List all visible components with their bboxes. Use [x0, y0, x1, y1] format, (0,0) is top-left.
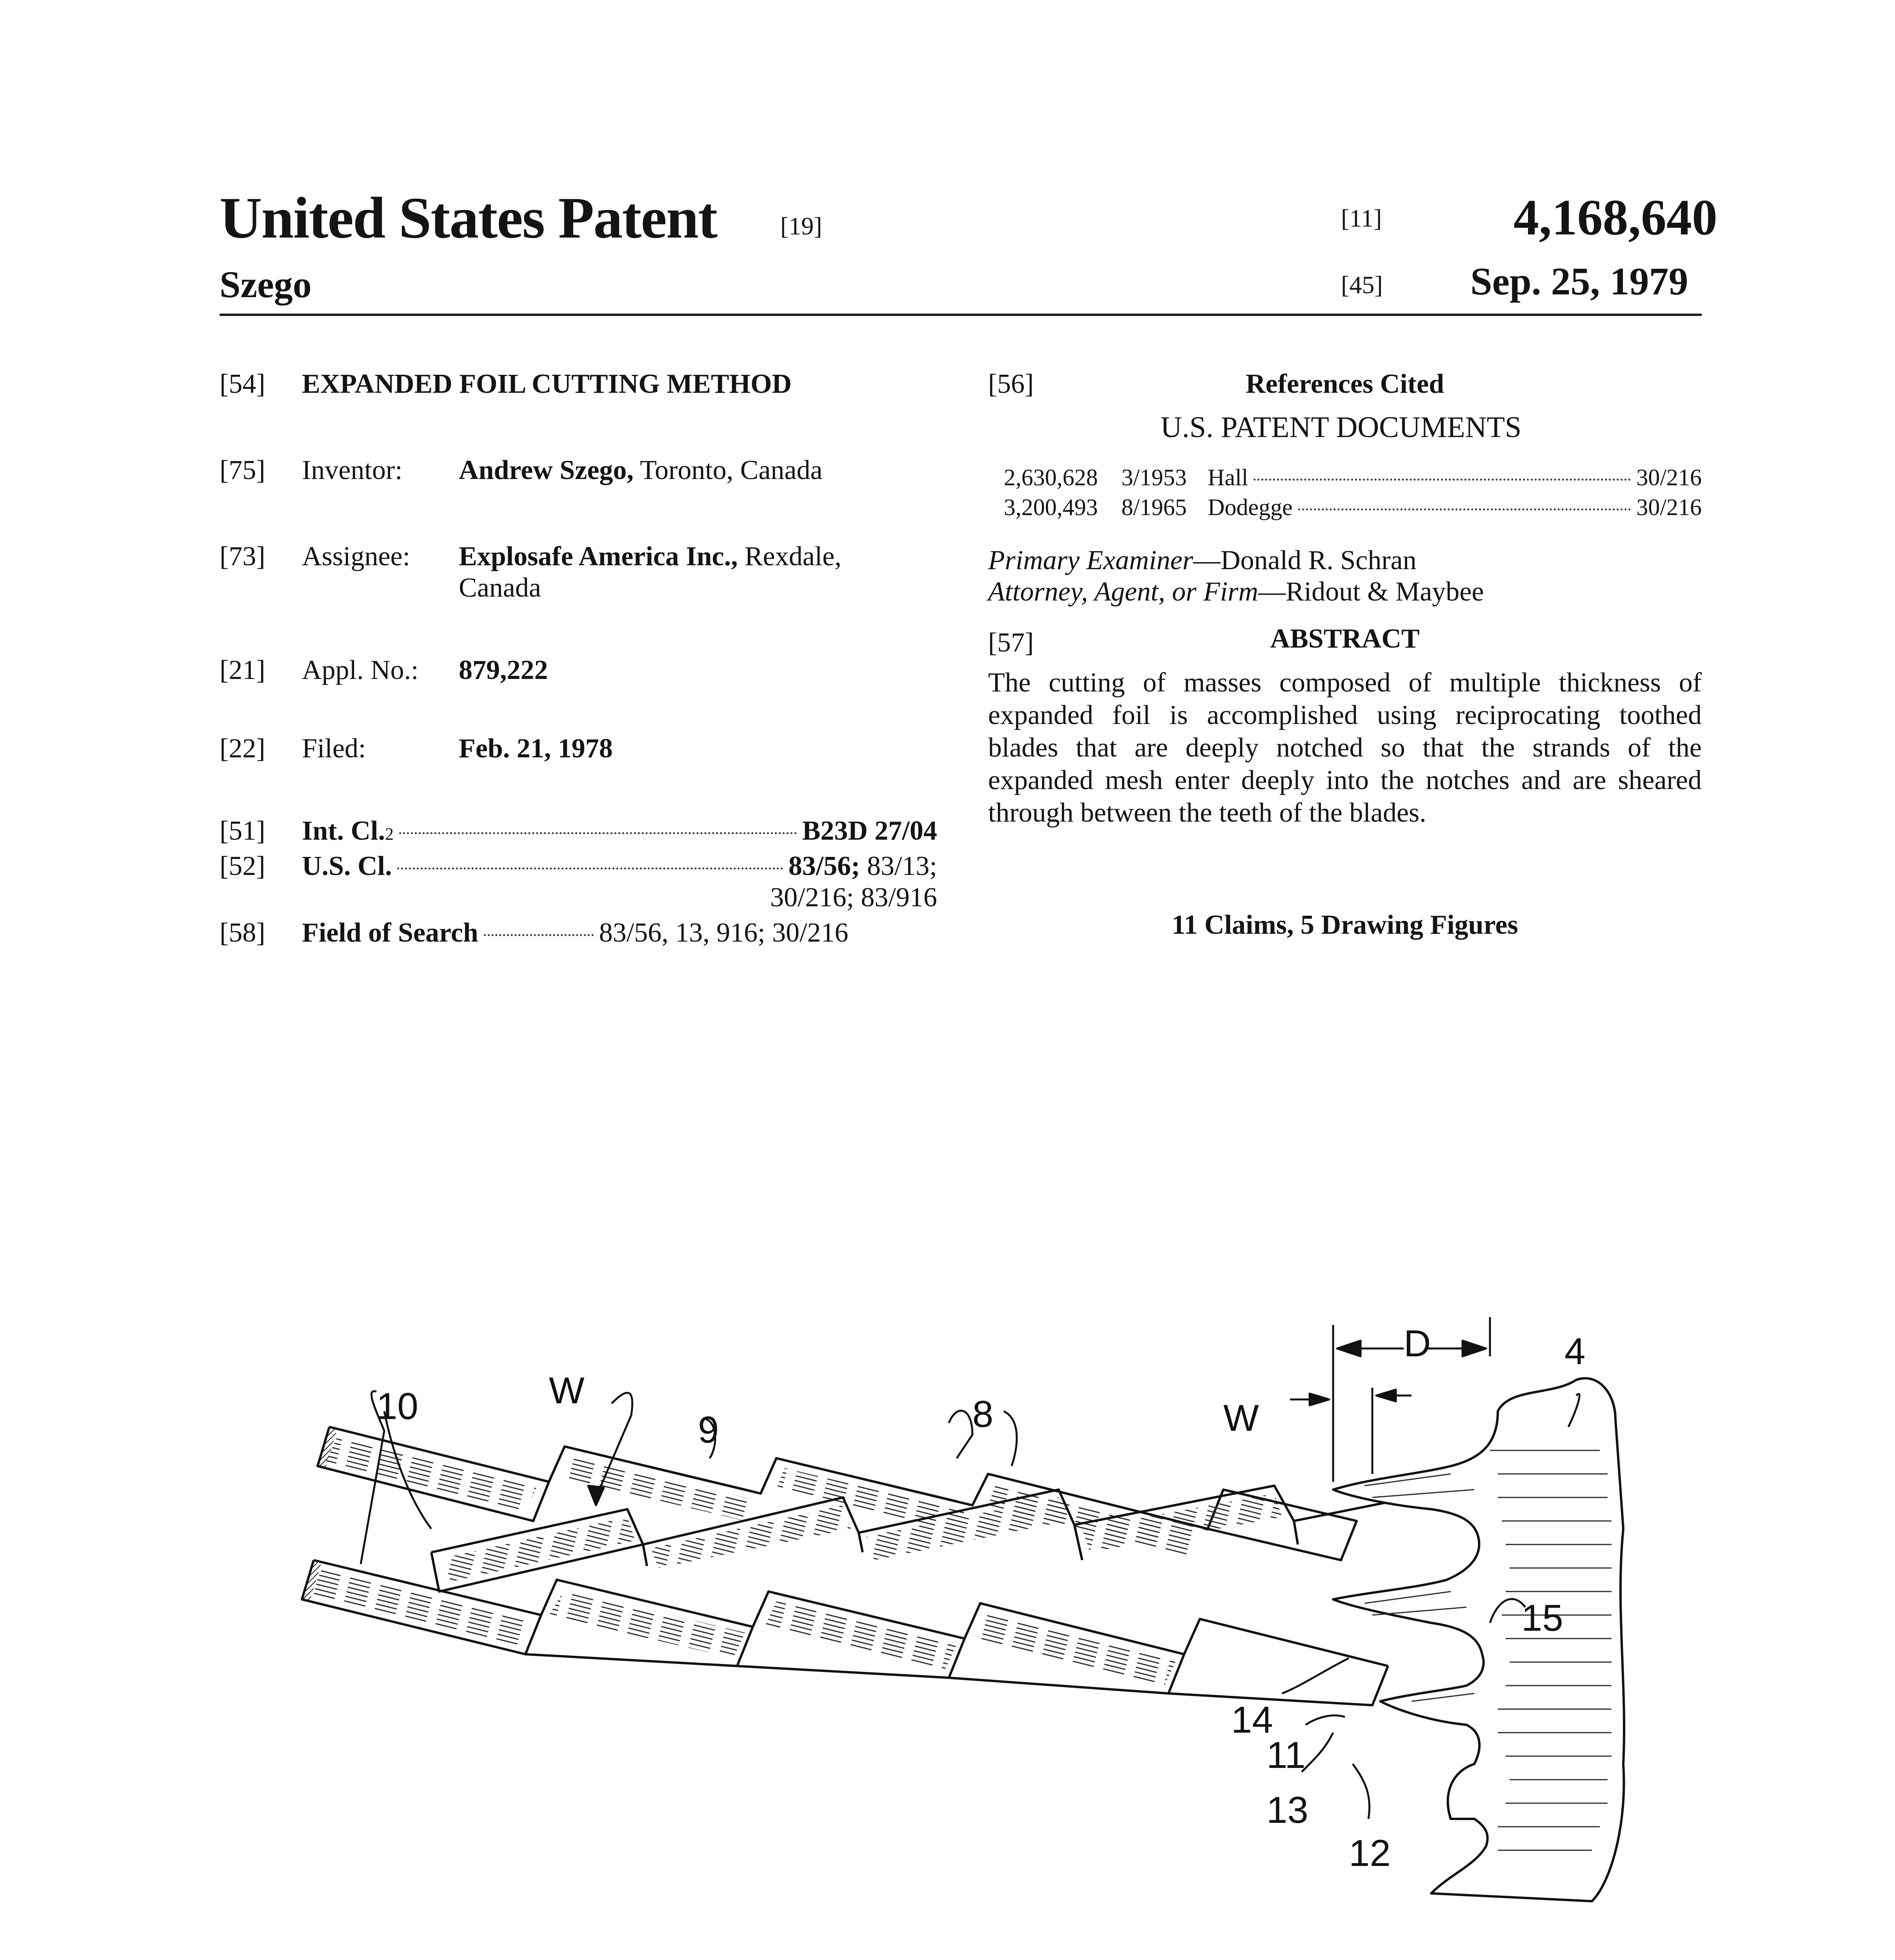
field-56-code: [56] [988, 369, 1034, 399]
ref-class: 30/216 [1636, 465, 1702, 490]
lower-mesh-strand [302, 1560, 1388, 1705]
invention-title: EXPANDED FOIL CUTTING METHOD [302, 369, 792, 399]
inventor-name: Andrew Szego, [459, 455, 634, 485]
assignee-location-2: Canada [459, 573, 541, 603]
document-title: United States Patent [220, 185, 717, 250]
field-57-code: [57] [988, 628, 1034, 658]
strand-hatch [765, 1601, 957, 1670]
figure-label-15: 15 [1521, 1597, 1563, 1639]
field-22-code: [22] [220, 733, 265, 764]
patent-number-code: [11] [1341, 204, 1382, 232]
figure-label-w: W [549, 1370, 585, 1412]
field-52-code: [52] [220, 851, 265, 881]
patent-date: Sep. 25, 1979 [1470, 260, 1688, 303]
filed-label: Filed: [302, 733, 366, 764]
references-subtitle: U.S. PATENT DOCUMENTS [1160, 411, 1522, 444]
us-cl-label: U.S. Cl. [302, 851, 392, 881]
ref-name: Dodegge [1208, 494, 1293, 520]
strand-hatch [325, 1437, 537, 1513]
us-cl-value-rest: 83/13; [867, 851, 937, 881]
figure-label-4: 4 [1564, 1330, 1586, 1372]
upper-mesh-strand [318, 1427, 1357, 1560]
cutting-blade [1333, 1378, 1624, 1901]
field-58-code: [58] [220, 918, 265, 948]
ref-name: Hall [1208, 465, 1248, 490]
field-of-search-value: 83/56, 13, 916; 30/216 [599, 918, 848, 948]
us-cl-value-bold: 83/56; [788, 851, 860, 881]
field-21-code: [21] [220, 655, 265, 685]
figure-label-9: 9 [698, 1409, 719, 1451]
figure-label-11: 11 [1266, 1734, 1306, 1776]
int-cl-label: Int. Cl. [302, 816, 385, 846]
appl-no-value: 879,222 [459, 655, 548, 685]
ref-number: 3,200,493 [1004, 494, 1098, 520]
inventor-location: Toronto, Canada [640, 455, 823, 485]
attorney-label: Attorney, Agent, or Firm [988, 577, 1258, 607]
figure-label-12: 12 [1349, 1832, 1391, 1874]
figure-label-14: 14 [1231, 1699, 1273, 1741]
figure-label-8: 8 [972, 1393, 994, 1435]
strand-hatch [443, 1517, 635, 1582]
blade-outline [1333, 1378, 1624, 1901]
dimension-d [1290, 1317, 1490, 1482]
int-cl-value: B23D 27/04 [802, 816, 937, 846]
ref-date: 8/1965 [1121, 494, 1187, 520]
strand-hatch [549, 1590, 745, 1658]
ref-class: 30/216 [1636, 494, 1702, 520]
us-cl-value-2: 30/216; 83/916 [770, 882, 937, 913]
abstract-text: The cutting of masses composed of multiple thickness of expanded foil is accomplished using reciprocating toothed blades that are deeply notched so that the strands of the expanded mesh enter deeply into the notches and are sheared through between the teeth of the blades. [988, 668, 1702, 828]
field-73-code: [73] [220, 541, 265, 572]
ref-date: 3/1953 [1121, 465, 1187, 490]
abstract-title: ABSTRACT [1270, 624, 1420, 654]
field-of-search-label: Field of Search [302, 918, 478, 948]
field-75-code: [75] [220, 455, 265, 485]
strand-hatch [976, 1613, 1176, 1686]
primary-examiner-label: Primary Examiner [988, 545, 1193, 575]
claims-summary: 11 Claims, 5 Drawing Figures [1172, 910, 1518, 940]
figure-label-10: 10 [376, 1385, 418, 1427]
title-code: [19] [780, 212, 822, 240]
inventor-label: Inventor: [302, 455, 403, 485]
date-code: [45] [1341, 271, 1383, 299]
assignee-name: Explosafe America Inc., [459, 541, 738, 572]
figure-label-w: W [1223, 1397, 1259, 1439]
figure-label-d: D [1404, 1323, 1431, 1365]
field-51-code: [51] [220, 816, 265, 846]
assignee-label: Assignee: [302, 541, 411, 572]
ref-number: 2,630,628 [1004, 465, 1098, 490]
figure-label-13: 13 [1266, 1789, 1308, 1831]
int-cl-sup: 2 [385, 824, 394, 844]
field-54-code: [54] [220, 369, 265, 399]
patent-number: 4,168,640 [1513, 189, 1717, 246]
assignee-location-1: Rexdale, [745, 541, 841, 572]
appl-no-label: Appl. No.: [302, 655, 419, 685]
inventor-surname: Szego [220, 263, 312, 305]
references-title: References Cited [1246, 369, 1444, 399]
primary-examiner-name: —Donald R. Schran [1193, 545, 1417, 575]
attorney-name: —Ridout & Maybee [1258, 577, 1484, 607]
filed-value: Feb. 21, 1978 [459, 733, 613, 764]
